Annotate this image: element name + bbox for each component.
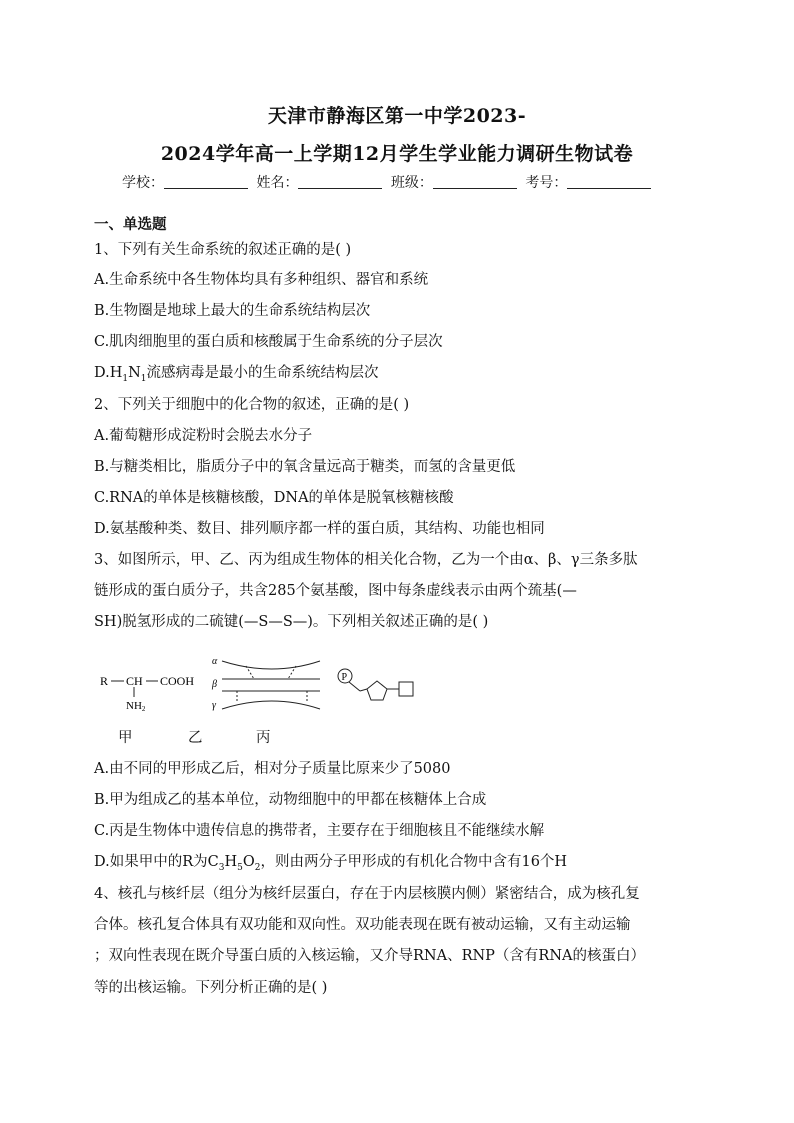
school-label: 学校： [122,175,164,191]
q3-stem-line2: 链形成的蛋白质分子，共含285个氨基酸，图中每条虚线表示由两个巯基(— [94,583,577,599]
exam-number-label: 考号： [525,175,568,191]
chain-gamma-label: γ [212,700,216,711]
q4-stem-line3: ；双向性表现在既介导蛋白质的入核运输，又介导RNA、RNP（含有RNA的核蛋白） [94,948,646,964]
phosphate-label: P [341,672,348,683]
chain-alpha [222,661,320,669]
chain-alpha-label: α [212,656,218,667]
amino-nh2-label: NH2 [126,700,146,713]
class-blank[interactable] [433,174,517,189]
q3-d-text-3: O [242,854,255,870]
q1-option-d [94,363,379,389]
q1-option-b: B.生物圈是地球上最大的生命系统结构层次 [94,303,371,319]
q1-d-sub-2: 1 [140,373,147,384]
q3-option-a: A.由不同的甲形成乙后，相对分子质量比原来少了5080 [94,761,451,777]
q3-d-text-1: D.如果甲中的R为C [94,854,219,870]
exam-title-line1: 天津市静海区第一中学2023- [267,105,527,127]
bond-to-pentagon [360,689,367,691]
q2-option-b: B.与糖类相比，脂质分子中的氧含量远高于糖类，而氢的含量更低 [94,459,516,475]
q3-d-text-4: ，则由两分子甲形成的有机化合物中含有16个H [260,854,568,870]
q1-d-text-1: D.H [94,365,123,381]
section-heading: 一、单选题 [94,217,167,233]
q3-d-text-2: H [224,854,238,870]
q3-option-b: B.甲为组成乙的基本单位，动物细胞中的甲都在核糖体上合成 [94,792,487,808]
q3-option-c: C.丙是生物体中遗传信息的携带者，主要存在于细胞核且不能继续水解 [94,823,545,839]
q2-stem: 2、下列关于细胞中的化合物的叙述，正确的是( ) [94,397,410,413]
exam-title-line2: 2024学年高一上学期12月学生学业能力调研生物试卷 [160,143,634,165]
q3-d-sub-2: 5 [237,862,243,873]
q4-stem-line1: 4、核孔与核纤层（组分为核纤层蛋白，存在于内层核膜内侧）紧密结合，成为核孔复 [94,886,640,902]
exam-number-blank[interactable] [567,174,651,189]
q4-stem-line2: 合体。核孔复合体具有双功能和双向性。双功能表现在既有被动运输，又有主动运输 [94,917,631,933]
q3-stem-line3: SH)脱氢形成的二硫键(—S—S—)。下列相关叙述正确的是( ) [94,614,489,630]
chain-beta-label: β [212,679,217,690]
class-label: 班级： [390,175,433,191]
figure-label-jia: 甲 [118,730,133,746]
q1-option-a: A.生命系统中各生物体均具有多种组织、器官和系统 [94,272,429,288]
q4-stem-line4: 等的出核运输。下列分析正确的是( ) [94,980,328,996]
q2-option-d: D.氨基酸种类、数目、排列顺序都一样的蛋白质，其结构、功能也相同 [94,521,545,537]
chain-gamma [222,701,320,709]
q3-figure [94,653,434,715]
amino-cooh-label: COOH [160,674,195,688]
q2-option-c: C.RNA的单体是核糖核酸，DNA的单体是脱氧核糖核酸 [94,490,454,506]
school-blank[interactable] [164,174,248,189]
q3-d-sub-1: 3 [218,862,225,873]
bond-phosphate-sugar [349,682,360,691]
figure-label-bing: 丙 [256,730,271,746]
student-info-row [122,172,655,192]
amino-ch-label: CH [126,674,143,688]
name-label: 姓名： [256,175,299,191]
q3-d-sub-3: 2 [254,862,261,873]
amino-r-label: R [100,674,109,688]
q1-d-text-2: N [128,365,141,381]
pentose-pentagon [367,681,387,700]
q2-option-a: A.葡萄糖形成淀粉时会脱去水分子 [94,428,313,444]
q1-d-text-3: 流感病毒是最小的生命系统结构层次 [146,365,379,381]
q1-option-c: C.肌肉细胞里的蛋白质和核酸属于生命系统的分子层次 [94,334,443,350]
name-blank[interactable] [298,174,382,189]
figure-label-yi: 乙 [188,730,203,746]
q1-stem: 1、下列有关生命系统的叙述正确的是( ) [94,242,352,258]
base-square [399,682,413,696]
q3-stem-line1: 3、如图所示，甲、乙、丙为组成生物体的相关化合物，乙为一个由α、β、γ三条多肽 [94,552,638,568]
q3-option-d [94,852,567,878]
q1-d-sub-1: 1 [122,373,129,384]
